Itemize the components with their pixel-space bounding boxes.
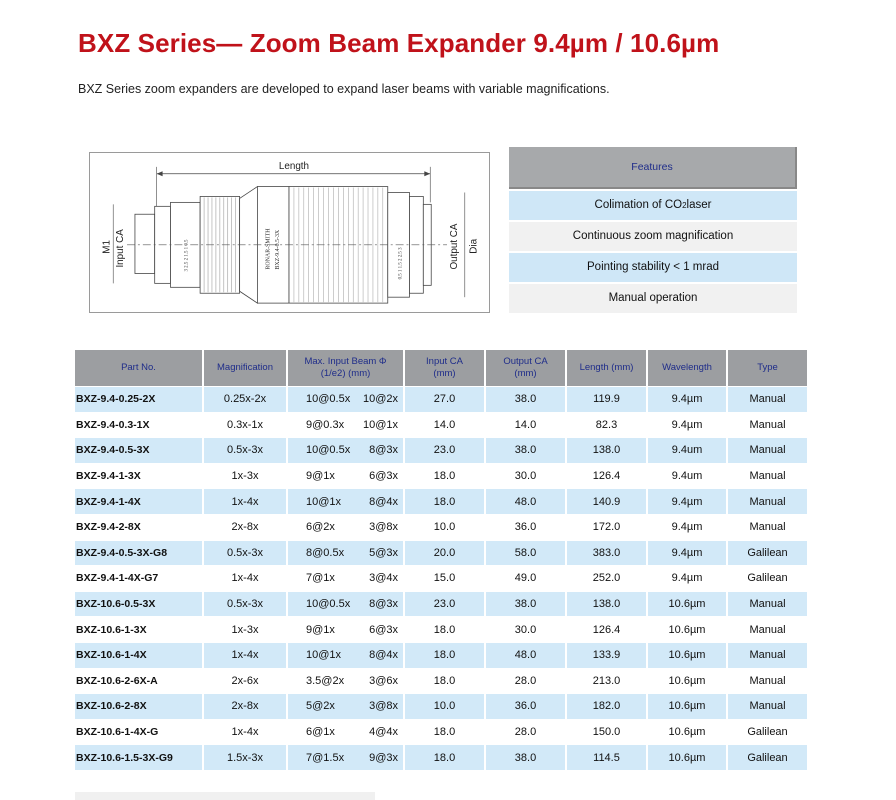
table-row — [75, 437, 807, 463]
cell-wavelength: 10.6µm — [648, 744, 728, 770]
col-input-ca: Input CA (mm) — [405, 350, 486, 386]
table-row — [75, 488, 807, 514]
cell-length: 213.0 — [567, 668, 648, 694]
table-row — [75, 642, 807, 668]
cell-length: 150.0 — [567, 719, 648, 745]
cell-max-input-beam — [288, 437, 405, 463]
cell-wavelength: 10.6µm — [648, 642, 728, 668]
cell-output-ca: 36.0 — [486, 693, 567, 719]
table-row — [75, 463, 807, 489]
cell-magnification: 0.3x-1x — [204, 412, 288, 438]
cell-wavelength: 10.6µm — [648, 719, 728, 745]
cell-max-input-beam — [288, 412, 405, 438]
beam-at-min: 5@2x — [306, 700, 335, 713]
cell-wavelength: 10.6µm — [648, 693, 728, 719]
cell-wavelength: 9.4µm — [648, 386, 728, 412]
feature-item: Colimation of CO 2 laser — [509, 191, 797, 221]
cell-max-input-beam — [288, 565, 405, 591]
beam-at-min: 10@0.5x — [306, 444, 351, 457]
table-row — [75, 386, 807, 412]
cell-magnification: 1.5x-3x — [204, 744, 288, 770]
cell-input-ca: 18.0 — [405, 744, 486, 770]
beam-at-min: 10@1x — [306, 495, 342, 508]
cell-type: Galilean — [728, 719, 807, 745]
table-row — [75, 591, 807, 617]
cell-input-ca: 18.0 — [405, 642, 486, 668]
specs-table — [75, 350, 807, 770]
col-output-ca: Output CA (mm) — [486, 350, 567, 386]
beam-at-min: 10@1x — [306, 649, 342, 662]
cell-max-input-beam — [288, 386, 405, 412]
cell-max-input-beam — [288, 744, 405, 770]
cell-output-ca: 28.0 — [486, 719, 567, 745]
cell-output-ca: 30.0 — [486, 616, 567, 642]
table-row — [75, 412, 807, 438]
cell-input-ca: 15.0 — [405, 565, 486, 591]
table-row — [75, 616, 807, 642]
cell-max-input-beam — [288, 668, 405, 694]
beam-at-min: 10@0.5x — [306, 393, 351, 406]
cell-wavelength: 9.4µm — [648, 565, 728, 591]
cell-wavelength: 10.6µm — [648, 668, 728, 694]
beam-at-max: 3@8x — [369, 700, 398, 713]
cell-magnification: 2x-8x — [204, 693, 288, 719]
right-scale: 0.5 1 1.5 2 2.5 3 — [398, 247, 404, 280]
cell-input-ca: 23.0 — [405, 437, 486, 463]
cell-length: 172.0 — [567, 514, 648, 540]
beam-at-max: 3@6x — [369, 674, 398, 687]
cell-input-ca: 23.0 — [405, 591, 486, 617]
cell-input-ca: 18.0 — [405, 488, 486, 514]
beam-at-max: 8@3x — [369, 598, 398, 611]
col-wavelength: Wavelength — [648, 350, 728, 386]
beam-at-min: 9@1x — [306, 623, 335, 636]
cell-type: Manual — [728, 591, 807, 617]
cell-type: Manual — [728, 463, 807, 489]
cell-output-ca: 38.0 — [486, 437, 567, 463]
cell-type: Manual — [728, 668, 807, 694]
cell-magnification: 0.5x-3x — [204, 540, 288, 566]
cell-magnification: 0.5x-3x — [204, 437, 288, 463]
cell-length: 126.4 — [567, 616, 648, 642]
cell-input-ca: 14.0 — [405, 412, 486, 438]
beam-at-min: 6@2x — [306, 521, 335, 534]
cell-output-ca: 14.0 — [486, 412, 567, 438]
brand-text: RONAR-SMITH — [265, 228, 272, 270]
cell-max-input-beam — [288, 693, 405, 719]
cell-part-no: BXZ-9.4-0.5-3X-G8 — [75, 540, 204, 566]
cell-input-ca: 27.0 — [405, 386, 486, 412]
cell-type: Manual — [728, 488, 807, 514]
cell-type: Galilean — [728, 540, 807, 566]
cell-wavelength: 9.4µm — [648, 514, 728, 540]
col-max-input-beam: Max. Input Beam Φ (1/e2) (mm) — [288, 350, 405, 386]
cell-input-ca: 10.0 — [405, 514, 486, 540]
feature-item: Manual operation — [509, 284, 797, 314]
cell-magnification: 1x-4x — [204, 719, 288, 745]
cell-magnification: 1x-4x — [204, 642, 288, 668]
cell-length: 133.9 — [567, 642, 648, 668]
cell-type: Galilean — [728, 565, 807, 591]
cell-length: 138.0 — [567, 437, 648, 463]
beam-expander-diagram — [90, 153, 489, 312]
cell-length: 82.3 — [567, 412, 648, 438]
cell-part-no: BXZ-10.6-2-6X-A — [75, 668, 204, 694]
input-ca-label: Input CA — [115, 229, 127, 268]
cell-type: Manual — [728, 386, 807, 412]
cell-input-ca: 20.0 — [405, 540, 486, 566]
table-header-row — [75, 350, 807, 386]
dia-label: Dia — [468, 238, 480, 254]
cell-max-input-beam — [288, 463, 405, 489]
beam-at-max: 8@3x — [369, 444, 398, 457]
m1-label: M1 — [101, 240, 113, 254]
beam-at-max: 10@2x — [362, 393, 398, 406]
beam-at-max: 8@4x — [369, 649, 398, 662]
table-row — [75, 668, 807, 694]
cell-magnification: 0.5x-3x — [204, 591, 288, 617]
cell-magnification: 0.25x-2x — [204, 386, 288, 412]
cell-part-no: BXZ-10.6-2-8X — [75, 693, 204, 719]
cell-magnification: 1x-3x — [204, 616, 288, 642]
beam-at-max: 5@3x — [369, 546, 398, 559]
cell-output-ca: 38.0 — [486, 386, 567, 412]
cell-max-input-beam — [288, 591, 405, 617]
beam-at-max: 6@3x — [369, 470, 398, 483]
cell-part-no: BXZ-10.6-1-4X — [75, 642, 204, 668]
beam-at-min: 10@0.5x — [306, 598, 351, 611]
cell-part-no: BXZ-9.4-1-4X-G7 — [75, 565, 204, 591]
cell-type: Manual — [728, 514, 807, 540]
cell-output-ca: 36.0 — [486, 514, 567, 540]
cell-wavelength: 9.4um — [648, 437, 728, 463]
col-length: Length (mm) — [567, 350, 648, 386]
beam-at-max: 10@1x — [362, 418, 398, 431]
col-type: Type — [728, 350, 807, 386]
beam-at-min: 8@0.5x — [306, 546, 345, 559]
cell-length: 252.0 — [567, 565, 648, 591]
output-ca-label: Output CA — [448, 223, 460, 270]
cell-length: 114.5 — [567, 744, 648, 770]
cell-input-ca: 18.0 — [405, 668, 486, 694]
cell-part-no: BXZ-10.6-0.5-3X — [75, 591, 204, 617]
beam-at-max: 3@8x — [369, 521, 398, 534]
beam-at-min: 6@1x — [306, 726, 335, 739]
cell-magnification: 1x-4x — [204, 565, 288, 591]
model-text: BXZ-9.4-0.5-3X — [275, 229, 282, 270]
cell-output-ca: 49.0 — [486, 565, 567, 591]
cell-part-no: BXZ-9.4-2-8X — [75, 514, 204, 540]
table-row — [75, 514, 807, 540]
cell-type: Manual — [728, 412, 807, 438]
table-row — [75, 540, 807, 566]
page-title: BXZ Series— Zoom Beam Expander 9.4µm / 10.6µm — [78, 28, 720, 58]
cell-output-ca: 38.0 — [486, 744, 567, 770]
length-label: Length — [278, 160, 310, 172]
beam-at-min: 7@1x — [306, 572, 335, 585]
beam-at-max: 3@4x — [369, 572, 398, 585]
col-part-no: Part No. — [75, 350, 204, 386]
cell-wavelength: 9.4µm — [648, 488, 728, 514]
cell-type: Manual — [728, 616, 807, 642]
col-magnification: Magnification — [204, 350, 288, 386]
page-footer-strip — [75, 792, 375, 800]
cell-wavelength: 9.4um — [648, 463, 728, 489]
beam-at-min: 7@1.5x — [306, 751, 345, 764]
cell-wavelength: 10.6µm — [648, 616, 728, 642]
table-row — [75, 693, 807, 719]
cell-output-ca: 28.0 — [486, 668, 567, 694]
cell-output-ca: 30.0 — [486, 463, 567, 489]
cell-max-input-beam — [288, 514, 405, 540]
beam-at-min: 3.5@2x — [306, 674, 345, 687]
cell-max-input-beam — [288, 540, 405, 566]
cell-part-no: BXZ-9.4-1-4X — [75, 488, 204, 514]
beam-at-min: 9@1x — [306, 470, 335, 483]
cell-type: Galilean — [728, 744, 807, 770]
cell-wavelength: 9.4µm — [648, 540, 728, 566]
intro-text: BXZ Series zoom expanders are developed to expand laser beams with variable magnifications. — [78, 82, 610, 96]
cell-part-no: BXZ-9.4-1-3X — [75, 463, 204, 489]
cell-magnification: 2x-8x — [204, 514, 288, 540]
cell-magnification: 1x-3x — [204, 463, 288, 489]
feature-item: Continuous zoom magnification — [509, 222, 797, 252]
table-row — [75, 744, 807, 770]
cell-magnification: 2x-6x — [204, 668, 288, 694]
cell-part-no: BXZ-9.4-0.25-2X — [75, 386, 204, 412]
beam-at-max: 9@3x — [369, 751, 398, 764]
features-box — [509, 147, 797, 313]
cell-part-no: BXZ-10.6-1-3X — [75, 616, 204, 642]
cell-max-input-beam — [288, 616, 405, 642]
cell-max-input-beam — [288, 488, 405, 514]
cell-length: 182.0 — [567, 693, 648, 719]
beam-at-min: 9@0.3x — [306, 418, 345, 431]
cell-length: 383.0 — [567, 540, 648, 566]
cell-length: 138.0 — [567, 591, 648, 617]
cell-magnification: 1x-4x — [204, 488, 288, 514]
feature-item: Pointing stability < 1 mrad — [509, 253, 797, 283]
cell-output-ca: 48.0 — [486, 642, 567, 668]
cell-part-no: BXZ-10.6-1.5-3X-G9 — [75, 744, 204, 770]
table-row — [75, 719, 807, 745]
cell-input-ca: 10.0 — [405, 693, 486, 719]
specs-table-body — [75, 386, 807, 770]
cell-type: Manual — [728, 642, 807, 668]
cell-output-ca: 48.0 — [486, 488, 567, 514]
cell-wavelength: 10.6µm — [648, 591, 728, 617]
beam-at-max: 4@4x — [369, 726, 398, 739]
cell-type: Manual — [728, 693, 807, 719]
cell-max-input-beam — [288, 719, 405, 745]
beam-at-max: 6@3x — [369, 623, 398, 636]
cell-output-ca: 58.0 — [486, 540, 567, 566]
cell-length: 126.4 — [567, 463, 648, 489]
left-scale: 3 2.5 2 1.5 1 0.5 — [184, 239, 190, 272]
features-heading: Features — [509, 147, 797, 189]
cell-part-no: BXZ-10.6-1-4X-G — [75, 719, 204, 745]
cell-part-no: BXZ-9.4-0.3-1X — [75, 412, 204, 438]
cell-type: Manual — [728, 437, 807, 463]
cell-max-input-beam — [288, 642, 405, 668]
cell-input-ca: 18.0 — [405, 719, 486, 745]
cell-length: 119.9 — [567, 386, 648, 412]
beam-expander-drawing — [89, 152, 490, 313]
cell-output-ca: 38.0 — [486, 591, 567, 617]
cell-length: 140.9 — [567, 488, 648, 514]
table-row — [75, 565, 807, 591]
cell-part-no: BXZ-9.4-0.5-3X — [75, 437, 204, 463]
cell-input-ca: 18.0 — [405, 463, 486, 489]
beam-at-max: 8@4x — [369, 495, 398, 508]
cell-wavelength: 9.4µm — [648, 412, 728, 438]
cell-input-ca: 18.0 — [405, 616, 486, 642]
